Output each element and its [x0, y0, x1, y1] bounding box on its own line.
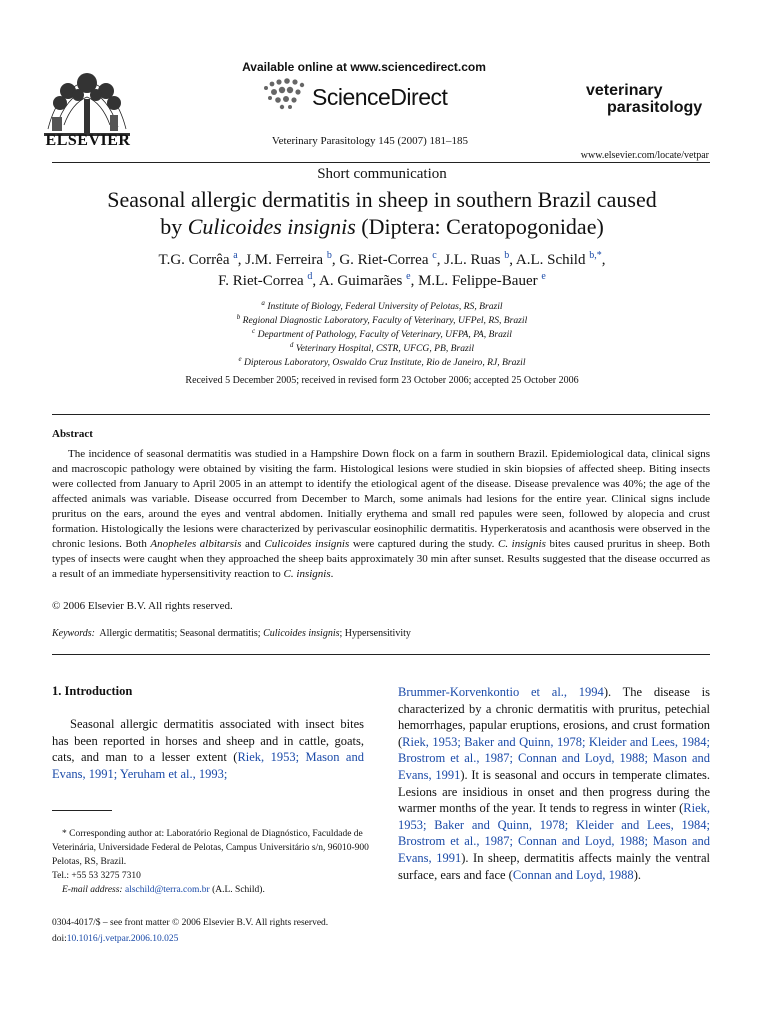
corresponding-author-footnote [52, 827, 372, 897]
journal-logo-line1: veterinary [586, 82, 663, 99]
affiliation-marker[interactable]: b [326, 250, 332, 261]
citation-link[interactable]: Connan and Loyd, 1988 [512, 867, 634, 882]
author[interactable]: G. Riet-Correa [339, 252, 429, 268]
affiliation-key: a [261, 298, 265, 307]
right-column-text [398, 684, 710, 883]
body-text: ). The disease is characterized by a chronic dermatitis with pruritus, petechial hemorrhages, papular eruptions, erosions, and crust formation ( [398, 685, 710, 749]
affiliation [40, 300, 724, 314]
affiliation-key: d [289, 340, 294, 349]
keywords-line [52, 628, 411, 639]
affiliation-text: Veterinary Hospital, CSTR, UFCG, PB, Brazil [295, 343, 475, 354]
email-suffix: (A.L. Schild). [209, 885, 265, 895]
keyword-species: Culicoides insignis [263, 628, 340, 639]
footnote-tel: Tel.: +55 53 3275 7310 [52, 871, 141, 881]
body-text: ). [633, 867, 641, 882]
header-divider [52, 162, 710, 163]
footnote-divider [52, 810, 112, 811]
abstract-top-divider [52, 414, 710, 415]
footnote-marker: * [62, 829, 67, 839]
affiliation-list [40, 300, 724, 370]
section-heading-introduction: 1. Introduction [52, 684, 133, 698]
keywords-text: Allergic dermatitis; Seasonal dermatitis; [99, 628, 264, 639]
citation-link[interactable]: Riek, 1953; Mason and Evans, 1991; Yeruham et al., 1993; [52, 750, 364, 781]
author[interactable]: F. Riet-Correa [218, 273, 304, 289]
species-name: C. insignis [497, 538, 546, 550]
email-link[interactable]: alschild@terra.com.br [124, 885, 210, 895]
abstract-heading: Abstract [52, 428, 93, 440]
author-line-2: F. Riet-Correa $^d$, A. Guimarães $^e$, M.L. Felippe-Bauer $^e$ [218, 271, 546, 289]
available-online-text[interactable]: Available online at www.sciencedirect.com [242, 60, 486, 74]
footnote-email-line [52, 883, 372, 897]
author[interactable]: A. Guimarães [319, 273, 403, 289]
journal-url[interactable]: www.elsevier.com/locate/vetpar [580, 150, 709, 161]
email-label: E-mail address: [62, 885, 123, 895]
species-name: C. insignis [283, 568, 331, 580]
author[interactable]: M.L. Felippe-Bauer [418, 273, 538, 289]
abstract-body [52, 447, 710, 582]
title-species: Culicoides insignis [187, 214, 356, 239]
title-suffix: (Diptera: Ceratopogonidae) [355, 214, 604, 239]
affiliation-text: Regional Diagnostic Laboratory, Faculty of Veterinary, UFPel, RS, Brazil [242, 315, 528, 326]
title-prefix: by [160, 214, 188, 239]
affiliation-marker[interactable]: c [432, 250, 437, 261]
journal-logo-line2: parasitology [607, 99, 703, 116]
doi-line [52, 931, 328, 947]
title-line-2 [40, 213, 724, 240]
affiliation [40, 342, 724, 356]
abstract-text: . [330, 568, 334, 580]
affiliation-marker[interactable]: a [233, 250, 238, 261]
affiliation [40, 328, 724, 342]
affiliation-marker[interactable]: d [307, 271, 313, 282]
footnote-text: Corresponding author at: Laboratório Regional de Diagnóstico, Faculdade de Veterinária, Universidade Federal de Pelotas, Campus Universitário s/n, 96010-900 Pelotas, RS, Brazil. [52, 829, 369, 867]
species-name: Anopheles albitarsis [150, 538, 242, 550]
author[interactable]: J.M. Ferreira [245, 252, 324, 268]
sciencedirect-dots-icon [262, 76, 308, 114]
doi-label: doi: [52, 934, 67, 944]
received-dates: Received 5 December 2005; received in revised form 23 October 2006; accepted 25 October 2006 [185, 375, 579, 386]
body-text: ). In sheep, dermatitis affects mainly the ventral surface, ears and face ( [398, 850, 710, 882]
affiliation-text: Department of Pathology, Faculty of Veterinary, UFPA, PA, Brazil [257, 329, 512, 340]
author[interactable]: J.L. Ruas [444, 252, 501, 268]
publisher-name: ELSEVIER [45, 132, 131, 149]
front-matter [52, 915, 328, 947]
affiliation-marker[interactable]: e [406, 271, 411, 282]
citation-link[interactable]: Brummer-Korvenkontio et al., 1994 [398, 685, 604, 699]
abstract-text: bites caused pruritus in sheep. Both types of insects were caught when they approached the sheep baits approximately 30 min after sunset. Results suggested that the disease occurred as a result of an immediate hypersensitivity reaction to [52, 538, 710, 580]
affiliation-text: Dipterous Laboratory, Oswaldo Cruz Institute, Rio de Janeiro, RJ, Brazil [244, 357, 526, 368]
author[interactable]: A.L. Schild [515, 252, 586, 268]
author-list [40, 250, 724, 292]
species-name: Culicoides insignis [264, 538, 350, 550]
citation-link[interactable]: Riek, 1953; Baker and Quinn, 1978; Kleider and Lees, 1984; Brostrom et al., 1987; Connan and Loyd, 1988; Mason and Evans, 1991 [398, 734, 710, 782]
abstract-copyright: © 2006 Elsevier B.V. All rights reserved. [52, 600, 233, 612]
affiliation-marker[interactable]: e [541, 271, 546, 282]
journal-reference: Veterinary Parasitology 145 (2007) 181–185 [271, 135, 469, 147]
article-title [40, 186, 724, 240]
article-type: Short communication [317, 166, 447, 182]
affiliation-key: c [252, 326, 256, 335]
affiliation [40, 356, 724, 370]
left-column-text [52, 716, 364, 782]
abstract-text: were captured during the study. [349, 538, 498, 550]
author-line-1: T.G. Corrêa $^a$, J.M. Ferreira $^b$, G. Riet-Correa $^c$, J.L. Ruas $^b$, A.L. Schild $^{b,*}$, [158, 250, 606, 268]
affiliation-text: Institute of Biology, Federal University of Pelotas, RS, Brazil [267, 301, 503, 312]
body-text: Seasonal allergic dermatitis associated with insect bites has been reported in horses and sheep and in cattle, goats, cats, and man to a lesser extent ( [52, 717, 364, 765]
citation-link[interactable]: Riek, 1953; Baker and Quinn, 1978; Kleider and Lees, 1984; Brostrom et al., 1987; Connan and Loyd, 1988; Mason and Evans, 1991 [398, 801, 710, 865]
abstract-text: and [241, 538, 265, 550]
abstract-text: The incidence of seasonal dermatitis was studied in a Hampshire Down flock on a farm in southern Brazil. Epidemiological data, clinical signs and macroscopic pathology were obtained by visiting the farm. Histological lesions were studied in skin biopsies of affected sheep. Biting insects were collected from January to April 2005 in an attempt to identify the etiological agent of the disease. Disease prevalence was 40%; the age of the affected animals was variable. Disease occurred from December to March, some animals had lesions for the entire year. Clinical signs include pruritus on the ears, around the eyes and ventral abdomen. Initially erythema and small red papules were seen, followed by alopecia and crust formation. Histologically the lesions were characterized by perivascular eosinophilic dermatitis. Hyperkeratosis and acanthosis were observed in the chronic lesions. Both [52, 448, 710, 550]
sciencedirect-logo-text: ScienceDirect [312, 84, 448, 110]
body-text: ). It is seasonal and occurs in temperate climates. Lesions are insidious in onset and then progress during the warmer months of the year. It tends to regress in winter ( [398, 767, 710, 816]
affiliation-key: b [236, 312, 241, 321]
journal-logo [586, 82, 702, 116]
affiliation [40, 314, 724, 328]
affiliation-marker[interactable]: b,* [589, 250, 602, 261]
issn-line: 0304-4017/$ – see front matter © 2006 Elsevier B.V. All rights reserved. [52, 918, 329, 928]
title-line-1: Seasonal allergic dermatitis in sheep in southern Brazil caused [107, 187, 657, 212]
affiliation-marker[interactable]: b [504, 250, 510, 261]
body-top-divider [52, 654, 710, 655]
keywords-text: ; Hypersensitivity [339, 628, 411, 639]
footnote-address [52, 827, 372, 869]
affiliation-key: e [238, 354, 242, 363]
author[interactable]: T.G. Corrêa [158, 252, 230, 268]
doi-link[interactable]: 10.1016/j.vetpar.2006.10.025 [66, 934, 179, 944]
keywords-label: Keywords: [52, 628, 95, 639]
